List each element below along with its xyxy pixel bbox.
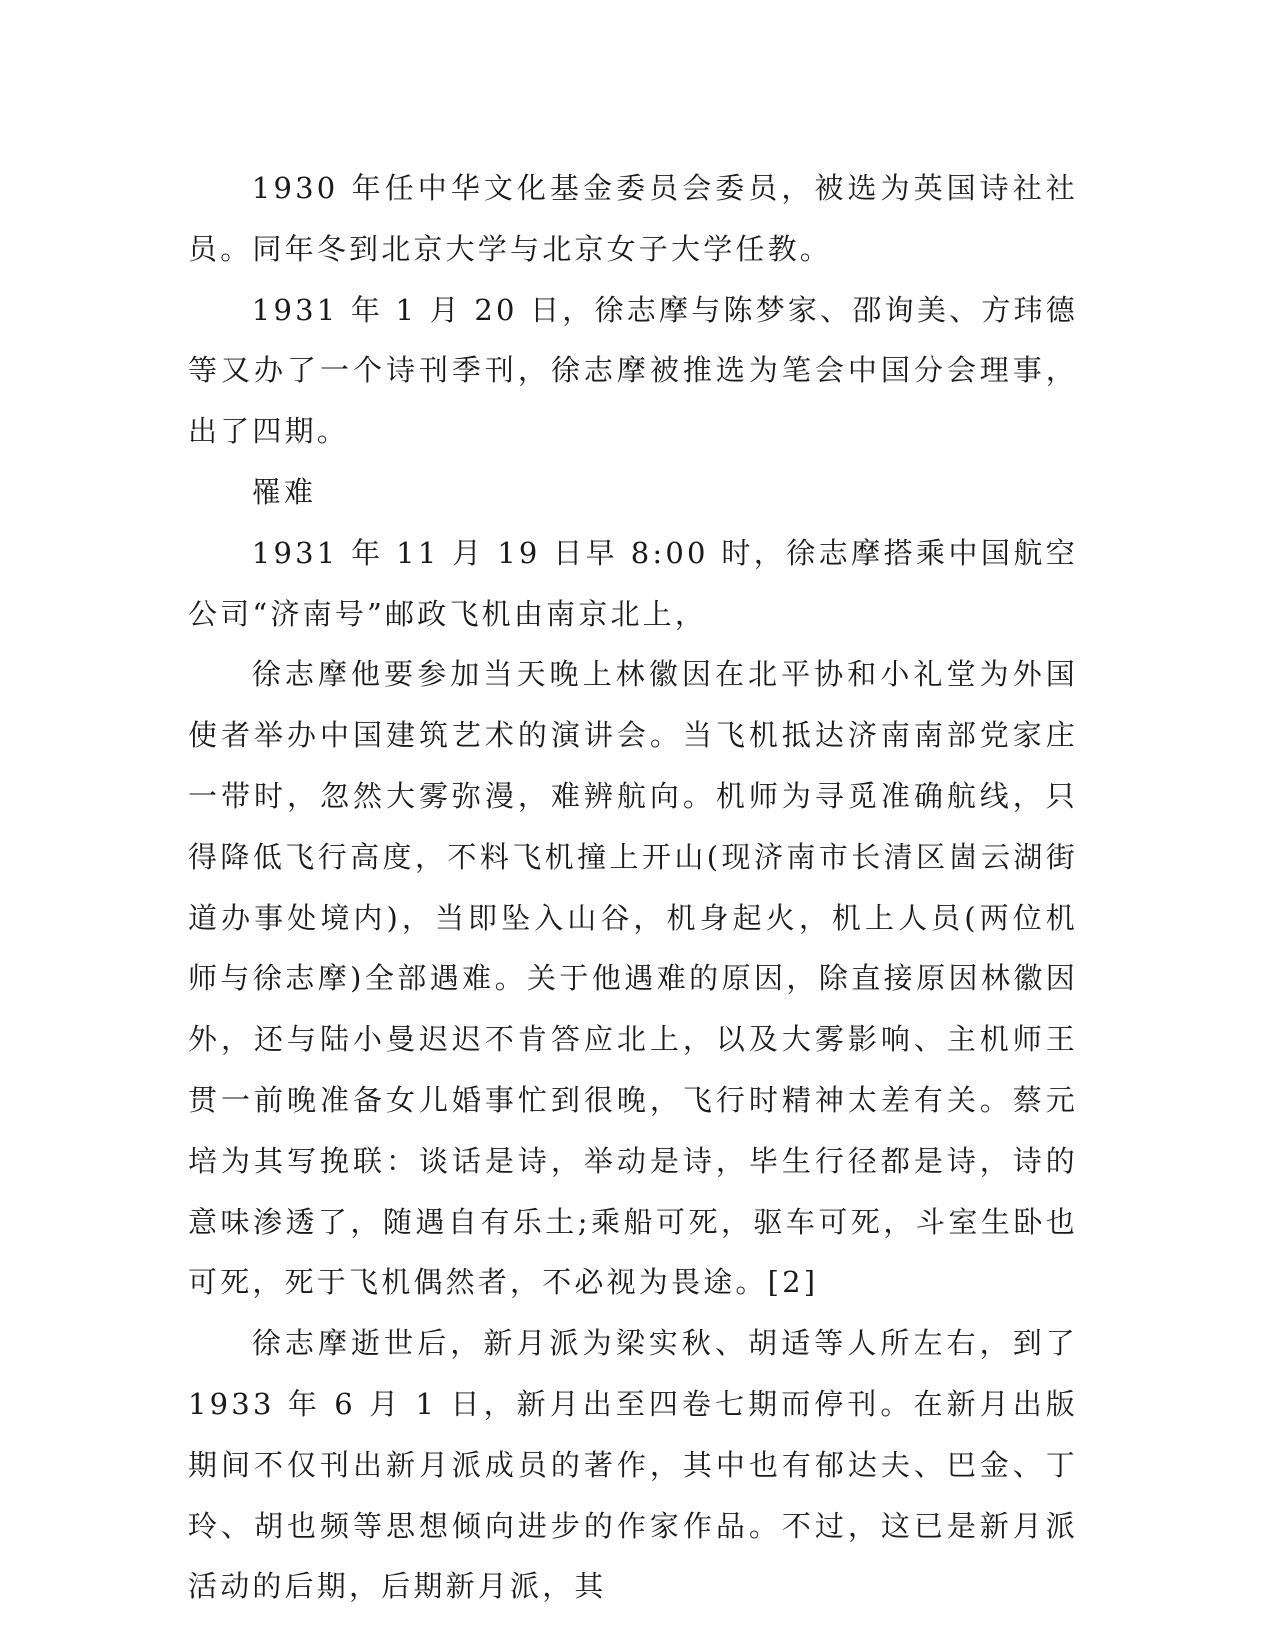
paragraph-1930: 1930 年任中华文化基金委员会委员，被选为英国诗社社员。同年冬到北京大学与北京女子大学任教。 (188, 171, 1078, 266)
section-heading-nannan: 罹难 (251, 474, 317, 509)
paragraph-1931-november: 1931 年 11 月 19 日早 8:00 时，徐志摩搭乘中国航空公司“济南号”邮政飞机由南京北上， (188, 535, 1078, 631)
paragraph-1931-january: 1931 年 1 月 20 日，徐志摩与陈梦家、邵询美、方玮德等又办了一个诗刊季刊，徐志摩被推选为笔会中国分会理事，出了四期。 (188, 292, 1078, 449)
document-body (188, 158, 1078, 1617)
paragraph-crash-details: 徐志摩他要参加当天晚上林徽因在北平协和小礼堂为外国使者举办中国建筑艺术的演讲会。当飞机抵达济南南部党家庄一带时，忽然大雾弥漫，难辨航向。机师为寻觅准确航线，只得降低飞行高度，不料飞机撞上开山(现济南市长清区崮云湖街道办事处境内)，当即坠入山谷，机身起火，机上人员(两位机师与徐志摩)全部遇难。关于他遇难的原因，除直接原因林徽因外，还与陆小曼迟迟不肯答应北上，以及大雾影响、主机师王贯一前晚准备女儿婚事忙到很晚，飞行时精神太差有关。蔡元培为其写挽联：谈话是诗，举动是诗，毕生行径都是诗，诗的意味渗透了，随遇自有乐土;乘船可死，驱车可死，斗室生卧也可死，死于飞机偶然者，不必视为畏途。[2] (188, 657, 1078, 1300)
paragraph-after-death: 徐志摩逝世后，新月派为梁实秋、胡适等人所左右，到了 1933 年 6 月 1 日，新月出至四卷七期而停刊。在新月出版期间不仅刊出新月派成员的著作，其中也有郁达夫、巴金、丁玲、胡也频等思想倾向进步的作家作品。不过，这已是新月派活动的后期，后期新月派，其 (188, 1326, 1078, 1604)
